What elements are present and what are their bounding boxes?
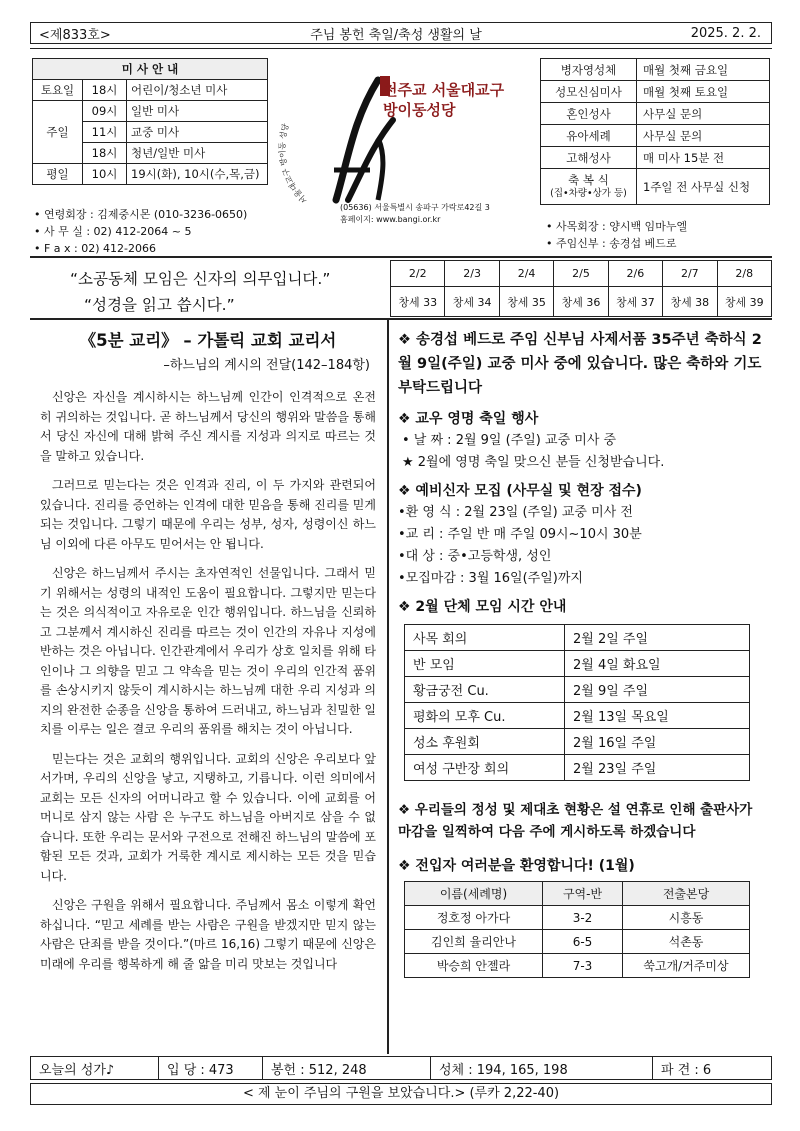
parish-homepage: 홈페이지: www.bangi.or.kr [340,215,441,224]
welcome-cell: 김인희 율리안나 [405,930,543,954]
motto-line2: “성경을 읽고 씁시다.” [84,296,235,314]
welcome-cell: 쑥고개/거주미상 [623,954,750,978]
welcome-cell: 시흥동 [623,906,750,930]
catechumen-line: •모집마감 : 3월 16일(주일)까지 [398,571,583,586]
sacrament-name: 병자영성체 [541,59,637,81]
stats-bar [30,1056,772,1080]
welcome-cell: 석촌동 [623,930,750,954]
week-reading: 창세 33 [391,287,445,317]
offertory-hymn: 봉헌 : 512, 248 [263,1057,431,1079]
week-reading: 창세 37 [608,287,662,317]
group-date: 2월 9일 주일 [565,677,750,703]
divider [30,318,772,320]
mass-schedule-table [32,58,268,185]
group-name: 황금궁전 Cu. [405,677,565,703]
council-president: • 사목회장 : 양시백 임마누엘 [546,220,688,233]
issue-date: 2025. 2. 2. [690,25,761,41]
groups-title: ❖ 2월 단체 모임 시간 안내 [398,599,567,615]
parish-name [383,80,528,120]
sacrament-info: 사무실 문의 [637,103,770,125]
mass-day: 주일 [33,101,83,164]
mass-schedule-title: 미 사 안 내 [33,59,268,80]
mass-desc: 일반 미사 [127,101,268,122]
welcome-cell: 6-5 [543,930,623,954]
logo-arc-text: 서울대교구 방이동 성당 [278,122,310,206]
week-date: 2/2 [391,261,445,287]
hymn-label: 오늘의 성가♪ [31,1057,159,1079]
week-reading: 창세 35 [499,287,553,317]
divider [30,48,772,49]
article-subtitle: –하느님의 계시의 전달(142–184항) [163,358,370,373]
doctrine-article [40,328,376,984]
week-reading: 창세 34 [445,287,499,317]
sacrament-name: 고해성사 [541,147,637,169]
catechumen-line: •대 상 : 중•고등학생, 성인 [398,549,552,564]
mass-time: 18시 [83,80,127,101]
sacrament-info: 1주일 전 사무실 신청 [637,169,770,205]
mass-desc: 어린이/청소년 미사 [127,80,268,101]
fax-number: • F a x : 02) 412-2066 [34,242,156,255]
motto-block [70,266,370,318]
parish-address-block [340,202,528,226]
welcome-header: 이름(세례명) [405,882,543,906]
group-date: 2월 16일 주일 [565,729,750,755]
mass-time: 09시 [83,101,127,122]
group-date: 2월 23일 주일 [565,755,750,781]
dismissal-hymn: 파 견 : 6 [661,1062,712,1078]
office-phone: • 사 무 실 : 02) 412-2064 ~ 5 [34,225,192,238]
mass-time: 18시 [83,143,127,164]
entrance-hymn: 입 당 : 473 [159,1057,263,1079]
week-date: 2/3 [445,261,499,287]
week-date: 2/5 [554,261,608,287]
communion-hymn: 성체 : 194, 165, 198 [431,1057,653,1079]
group-date: 2월 13일 목요일 [565,703,750,729]
column-divider [387,318,389,1054]
svg-text:서울대교구 방이동 성당 [278,122,309,206]
pastor-name: • 주임신부 : 송경섭 베드로 [546,237,677,250]
article-paragraph: 신앙은 자신을 계시하시는 하느님께 인간이 인격적으로 온전히 귀의하는 것입니다. 곧 하느님께서 당신의 행위와 말씀을 통해서 당신 자신에 대해 밝혀 주신 계시를 지성과 의지로 따르는 것을 말하고 있습니다. [40,390,376,463]
blessing-label: 축 복 식 [568,172,609,187]
week-date: 2/8 [717,261,771,287]
welcome-table [404,881,750,978]
sacrament-name: 유아세례 [541,125,637,147]
catechumen-title: ❖ 예비신자 모집 (사무실 및 현장 접수) [398,483,642,499]
motto-line1: “소공동체 모임은 신자의 의무입니다.” [70,270,331,288]
issue-number: <제833호> [39,27,111,43]
group-name: 평화의 모후 Cu. [405,703,565,729]
sacraments-table [540,58,770,205]
sacrament-info: 매월 첫째 토요일 [637,81,770,103]
article-paragraph: 믿는다는 것은 교회의 행위입니다. 교회의 신앙은 우리보다 앞서가며, 우리의 신앙을 낳고, 지탱하고, 기릅니다. 이런 의미에서 교회는 모든 신자의 어머니라고 할 수 있습니다. 이에 교회를 어머니로 삼지 않는 사람 은 누구도 하느님을 아버지로 삼을 수 없습니다. 또한 우리는 문서와 구전으로 전해진 하느님의 말씀에 포함된 모든 것과, 교회가 거룩한 계시로 제시하는 모든 것을 믿습니다. [40,751,376,883]
article-paragraph: 신앙은 하느님께서 주시는 초자연적인 선물입니다. 그래서 믿기 위해서는 성령의 내적인 도움이 필요합니다. 그렇지만 믿는다는 것은 의식적이고 자유로운 인간 행위입니다. 하느님을 신뢰하고 그분께서 계시하신 진리를 따르는 것이 인간의 자유나 지성에 반하는 것은 아닙니다. 인간관계에서 우리가 상호 일치를 위해 타인이나 그 의향을 믿고 그 약속을 믿는 것이 우리의 인간적 품위를 손상시키지 않듯이 계시하시는 하느님께 대한 우리 지성과 의지의 완전한 순종을 신앙을 통하여 드러내고, 하느님과 친밀한 일치를 이루는 일은 결코 우리의 품위를 해치는 것이 아닙니다. [40,566,376,736]
group-date: 2월 4일 화요일 [565,651,750,677]
gospel-quote: < 제 눈이 주님의 구원을 보았습니다.> (루카 2,22-40) [30,1083,772,1105]
contact-info [34,206,274,257]
sacrament-name: 혼인성사 [541,103,637,125]
mass-desc: 청년/일반 미사 [127,143,268,164]
groups-table [404,624,750,781]
sacrament-info: 매월 첫째 금요일 [637,59,770,81]
article-paragraph: 신앙은 구원을 위해서 필요합니다. 주님께서 몸소 이렇게 확언하십니다. “믿고 세례를 받는 사람은 구원을 받겠지만 믿지 않는 사람은 단죄를 받을 것이다.”(마르 16,16) 그렇기 때문에 신앙은 미래에 우리를 행복하게 해 줄 앎을 미리 맛보는 것입니다 [40,898,376,971]
funeral-head-contact: • 연령회장 : 김제중시몬 (010-3236-0650) [34,208,248,221]
offering-notice: ❖ 우리들의 정성 및 제대초 현황은 설 연휴로 인해 출판사가 마감을 일찍하여 다음 주에 게시하도록 하겠습니다 [398,802,753,840]
staff-info [546,218,776,252]
group-name: 사목 회의 [405,625,565,651]
parish-logo-icon [278,50,528,210]
week-reading: 창세 39 [717,287,771,317]
divider [30,256,772,258]
week-date: 2/6 [608,261,662,287]
parish-name-line1: 천주교 서울대교구 [383,81,505,99]
mass-day: 평일 [33,164,83,185]
notices-column [398,328,768,978]
parish-name-line2: 방이동성당 [383,101,456,119]
top-header-bar [30,22,772,44]
anniversary-notice: ❖ 송경섭 베드로 주임 신부님 사제서품 35주년 축하식 2월 9일(주일) 교중 미사 중에 있습니다. 많은 축하와 기도 부탁드립니다 [398,332,762,396]
mass-desc: 교중 미사 [127,122,268,143]
mass-day: 토요일 [33,80,83,101]
article-paragraph: 그러므로 믿는다는 것은 인격과 진리, 이 두 가지와 관련되어 있습니다. 진리를 증언하는 인격에 대한 믿음을 통해 진리를 믿게 되는 것입니다. 그렇기 때문에 우리는 성부, 성자, 성령이신 하느님 이외에 다른 아무도 믿어서는 안 됩니다. [40,478,376,551]
sacrament-name [541,169,637,205]
week-reading: 창세 36 [554,287,608,317]
parish-address: (05636) 서울특별시 송파구 가락로42길 3 [340,203,490,212]
group-name: 반 모임 [405,651,565,677]
catechumen-line: •교 리 : 주일 반 매 주일 09시~10시 30분 [398,527,642,542]
welcome-header: 구역-반 [543,882,623,906]
parish-logo-area [278,50,528,250]
article-title: 《5분 교리》 – 가톨릭 교회 교리서 [79,331,337,350]
week-reading: 창세 38 [663,287,717,317]
feast-title: 주님 봉헌 축일/축성 생활의 날 [310,27,482,43]
week-date: 2/4 [499,261,553,287]
blessing-sublabel: (집•차량•상가 등) [550,187,627,199]
welcome-header: 전출본당 [623,882,750,906]
bible-reading-table [390,260,772,317]
welcome-cell: 박승희 안젤라 [405,954,543,978]
nameday-line: ★ 2월에 영명 축일 맞으신 분들 신청받습니다. [402,455,665,470]
welcome-cell: 3-2 [543,906,623,930]
sacrament-info: 매 미사 15분 전 [637,147,770,169]
catechumen-line: •환 영 식 : 2월 23일 (주일) 교중 미사 전 [398,505,633,520]
nameday-line: • 날 짜 : 2월 9일 (주일) 교중 미사 중 [402,433,617,448]
week-date: 2/7 [663,261,717,287]
mass-time: 11시 [83,122,127,143]
welcome-title: ❖ 전입자 여러분을 환영합니다! (1월) [398,858,635,874]
sacrament-name: 성모신심미사 [541,81,637,103]
welcome-cell: 7-3 [543,954,623,978]
group-name: 성소 후원회 [405,729,565,755]
nameday-title: ❖ 교우 영명 축일 행사 [398,411,539,427]
sacrament-info: 사무실 문의 [637,125,770,147]
group-date: 2월 2일 주일 [565,625,750,651]
mass-time: 10시 [83,164,127,185]
welcome-cell: 정호정 아가다 [405,906,543,930]
mass-desc: 19시(화), 10시(수,목,금) [127,164,268,185]
group-name: 여성 구반장 회의 [405,755,565,781]
